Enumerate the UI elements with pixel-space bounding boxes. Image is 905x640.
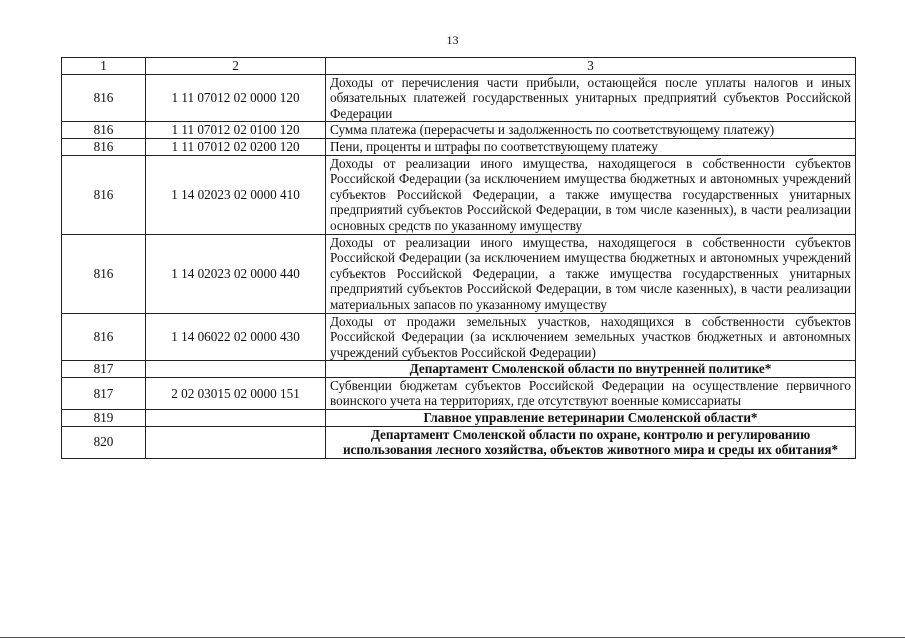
budget-code-cell bbox=[146, 426, 326, 458]
column-header-3: 3 bbox=[326, 58, 856, 75]
table-row bbox=[62, 122, 856, 139]
budget-code-cell: 1 14 02023 02 0000 440 bbox=[146, 234, 326, 313]
table-row bbox=[62, 377, 856, 409]
department-row bbox=[62, 361, 856, 378]
table-row bbox=[62, 155, 856, 234]
budget-code-cell: 1 11 07012 02 0200 120 bbox=[146, 138, 326, 155]
admin-code-cell: 816 bbox=[62, 234, 146, 313]
table-row bbox=[62, 74, 856, 122]
department-title-cell: Департамент Смоленской области по внутренней политике* bbox=[326, 361, 856, 378]
budget-code-cell: 1 14 06022 02 0000 430 bbox=[146, 313, 326, 361]
admin-code-cell: 817 bbox=[62, 361, 146, 378]
table-header-row bbox=[62, 58, 856, 75]
description-cell: Субвенции бюджетам субъектов Российской Федерации на осуществление первичного воинского учета на территориях, где отсутствуют военные комиссариаты bbox=[326, 377, 856, 409]
budget-code-cell: 1 14 02023 02 0000 410 bbox=[146, 155, 326, 234]
description-cell: Пени, проценты и штрафы по соответствующему платежу bbox=[326, 138, 856, 155]
description-cell: Доходы от реализации иного имущества, находящегося в собственности субъектов Российской Федерации (за исключением имущества бюджетных и автономных учреждений субъектов Российской Федерации, а также имущества государственных унитарных предприятий субъектов Российской Федерации, в том числе казенных), в части реализации основных средств по указанному имуществу bbox=[326, 155, 856, 234]
column-header-2: 2 bbox=[146, 58, 326, 75]
page-bottom-edge bbox=[0, 637, 905, 638]
table-row bbox=[62, 313, 856, 361]
description-cell: Сумма платежа (перерасчеты и задолженность по соответствующему платежу) bbox=[326, 122, 856, 139]
admin-code-cell: 816 bbox=[62, 313, 146, 361]
description-cell: Доходы от продажи земельных участков, находящихся в собственности субъектов Российской Федерации (за исключением земельных участков бюджетных и автономных учреждений субъектов Российской Федерации) bbox=[326, 313, 856, 361]
description-cell: Доходы от перечисления части прибыли, остающейся после уплаты налогов и иных обязательных платежей государственных унитарных предприятий субъектов Российской Федерации bbox=[326, 74, 856, 122]
department-row bbox=[62, 426, 856, 458]
admin-code-cell: 820 bbox=[62, 426, 146, 458]
column-header-1: 1 bbox=[62, 58, 146, 75]
admin-code-cell: 816 bbox=[62, 155, 146, 234]
description-cell: Доходы от реализации иного имущества, находящегося в собственности субъектов Российской Федерации (за исключением имущества бюджетных и автономных учреждений субъектов Российской Федерации, а также имущества государственных унитарных предприятий субъектов Российской Федерации, в том числе казенных), в части реализации материальных запасов по указанному имуществу bbox=[326, 234, 856, 313]
admin-code-cell: 816 bbox=[62, 74, 146, 122]
admin-code-cell: 816 bbox=[62, 138, 146, 155]
table-row bbox=[62, 138, 856, 155]
budget-code-cell bbox=[146, 361, 326, 378]
budget-code-cell: 1 11 07012 02 0000 120 bbox=[146, 74, 326, 122]
admin-code-cell: 817 bbox=[62, 377, 146, 409]
page-number: 13 bbox=[446, 33, 459, 47]
budget-code-cell: 1 11 07012 02 0100 120 bbox=[146, 122, 326, 139]
department-row bbox=[62, 410, 856, 427]
department-title-cell: Департамент Смоленской области по охране, контролю и регулированию использования лесного хозяйства, объектов животного мира и среды их обитания* bbox=[326, 426, 856, 458]
admin-code-cell: 816 bbox=[62, 122, 146, 139]
admin-code-cell: 819 bbox=[62, 410, 146, 427]
budget-code-cell: 2 02 03015 02 0000 151 bbox=[146, 377, 326, 409]
budget-code-cell bbox=[146, 410, 326, 427]
department-title-cell: Главное управление ветеринарии Смоленской области* bbox=[326, 410, 856, 427]
revenue-codes-table bbox=[61, 57, 856, 459]
table-row bbox=[62, 234, 856, 313]
